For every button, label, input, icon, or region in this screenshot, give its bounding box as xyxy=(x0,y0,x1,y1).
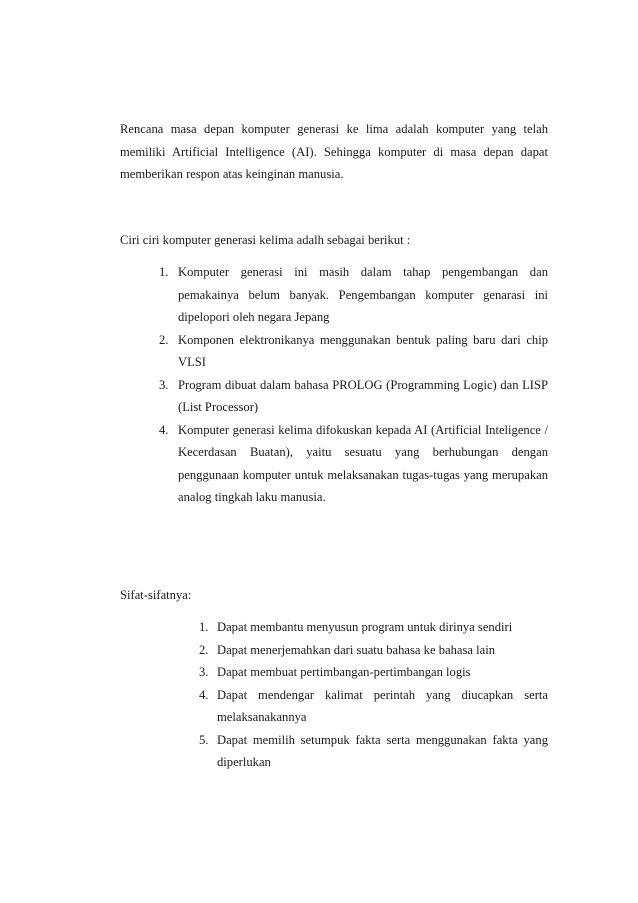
list-item-text: Dapat mendengar kalimat perintah yang diucapkan serta melaksanakannya xyxy=(217,687,548,724)
list-item-text: Dapat membantu menyusun program untuk dirinya sendiri xyxy=(217,620,513,634)
list-item-text: Dapat membuat pertimbangan-pertimbangan logis xyxy=(217,665,471,679)
ciri-heading: Ciri ciri komputer generasi kelima adalh sebagai berikut : xyxy=(120,233,411,247)
list-item-text: Komputer generasi ini masih dalam tahap pengembangan dan pemakainya belum banyak. Pengembangan komputer genarasi ini dipelopori oleh negara Jepang xyxy=(178,265,548,324)
list-item-number: 1. xyxy=(159,265,169,279)
list-item-text: Komponen elektronikanya menggunakan bentuk paling baru dari chip VLSI xyxy=(178,332,548,369)
list-item xyxy=(199,729,548,774)
list-item-text: Dapat menerjemahkan dari suatu bahasa ke bahasa lain xyxy=(217,642,495,657)
list-item-number: 4. xyxy=(199,687,209,702)
list-item xyxy=(159,261,548,329)
list-item-number: 2. xyxy=(199,642,209,657)
list-item-text: Komputer generasi kelima difokuskan kepada AI (Artificial Inteligence / Kecerdasan Buatan), yaitu sesuatu yang berhubungan dengan penggunaan komputer untuk melaksanakan tugas-tugas yang merupakan analog tingkah laku manusia. xyxy=(178,422,548,504)
list-item xyxy=(199,616,548,639)
sifat-list xyxy=(199,616,548,774)
list-item-text: Dapat memilih setumpuk fakta serta menggunakan fakta yang diperlukan xyxy=(217,732,548,769)
list-item-number: 4. xyxy=(159,422,169,437)
list-item-number: 2. xyxy=(159,332,169,347)
list-item-number: 1. xyxy=(199,620,209,634)
list-item-text: Program dibuat dalam bahasa PROLOG (Programming Logic) dan LISP (List Processor) xyxy=(178,377,548,414)
list-item xyxy=(199,661,548,684)
list-item-number: 3. xyxy=(159,377,169,392)
list-item xyxy=(199,684,548,729)
list-item-number: 5. xyxy=(199,732,209,747)
ciri-list xyxy=(159,261,548,509)
sifat-heading: Sifat-sifatnya: xyxy=(120,588,192,602)
intro-paragraph: Rencana masa depan komputer generasi ke lima adalah komputer yang telah memiliki Artificial Intelligence (AI). Sehingga komputer di masa depan dapat memberikan respon atas keinginan manusia. xyxy=(120,122,548,181)
list-item xyxy=(159,329,548,374)
list-item xyxy=(199,639,548,662)
list-item xyxy=(159,419,548,509)
list-item xyxy=(159,374,548,419)
list-item-number: 3. xyxy=(199,665,209,679)
